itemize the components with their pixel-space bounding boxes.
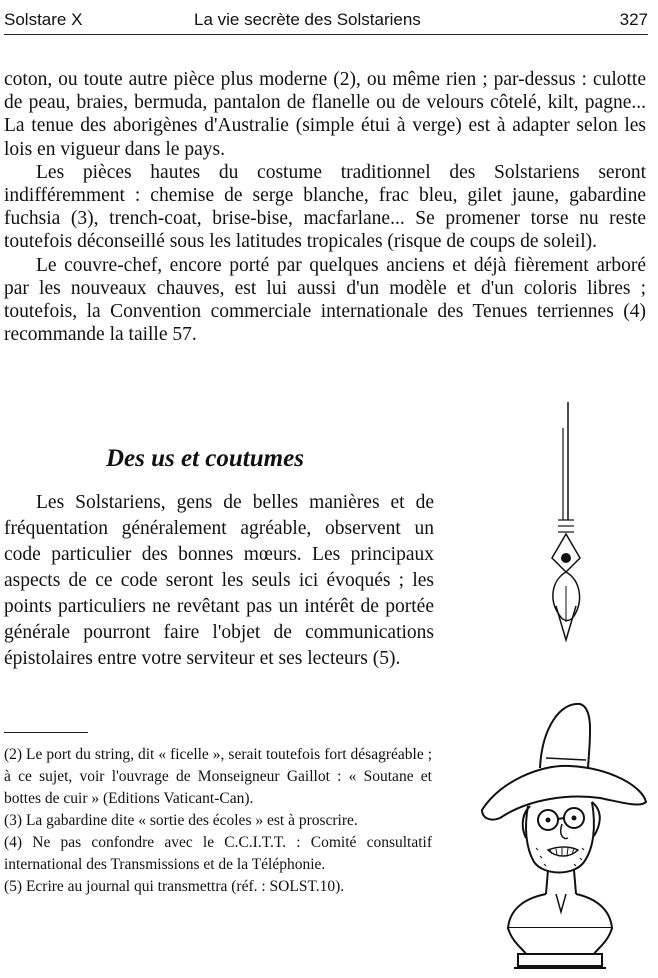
footnote: (4) Ne pas confondre avec le C.C.I.T.T. : Comité consultatif international des Transmissions et de la Téléphonie. <box>4 834 432 873</box>
page-number: 327 <box>619 10 648 29</box>
book-title: Solstare X <box>4 10 83 29</box>
footnote: (2) Le port du string, dit « ficelle », serait toutefois fort désagréable ; à ce sujet, voir l'ouvrage de Monseigneur Gaillot : « Soutane et bottes de cuir » (Editions Vaticant-Can). <box>4 746 432 807</box>
hatted-man-bust-illustration <box>470 698 650 976</box>
paragraph: Les pièces hautes du costume traditionnel des Solstariens seront indifféremment : chemise de serge blanche, frac bleu, gilet jaune, gabardine fuchsia (3), trench-coat, brise-bise, macfarlane... Se promener torse nu reste toutefois déconseillé sous les latitudes tropicales (risque de coups de soleil). <box>4 161 646 253</box>
header-rule <box>4 34 648 35</box>
running-header <box>4 4 648 34</box>
footnote: (5) Ecrire au journal qui transmettra (réf. : SOLST.10). <box>4 878 345 895</box>
paragraph: Le couvre-chef, encore porté par quelques anciens et déjà fièrement arboré par les nouveaux chauves, est lui aussi d'un modèle et d'un coloris libres ; toutefois, la Convention commerciale internationale des Tenues terriennes (4) recommande la taille 57. <box>4 254 646 346</box>
main-text <box>4 68 646 346</box>
chapter-title: La vie secrète des Solstariens <box>194 10 421 29</box>
footnote: (3) La gabardine dite « sortie des écoles » est à proscrire. <box>4 812 358 829</box>
footnote-rule <box>4 732 88 733</box>
section-heading: Des us et coutumes <box>106 445 304 472</box>
paragraph-continued: coton, ou toute autre pièce plus moderne (2), ou même rien ; par-dessus : culotte de peau, braies, bermuda, pantalon de flanelle ou de velours côtelé, kilt, pagne... La tenue des aborigènes d'Australie (simple étui à verge) est à adapter selon les lois en vigueur dans le pays. <box>4 69 646 160</box>
section-paragraph: Les Solstariens, gens de belles manières et de fréquentation généralement agréable, observent un code particulier des bonnes mœurs. Les principaux aspects de ce code seront les seuls ici évoqués ; les points particuliers ne revêtant pas un intérêt de portée générale pourront faire l'objet de communications épistolaires entre votre serviteur et ses lecteurs (5). <box>4 492 434 669</box>
fishing-hook-illustration <box>530 400 600 650</box>
footnotes <box>4 744 432 898</box>
